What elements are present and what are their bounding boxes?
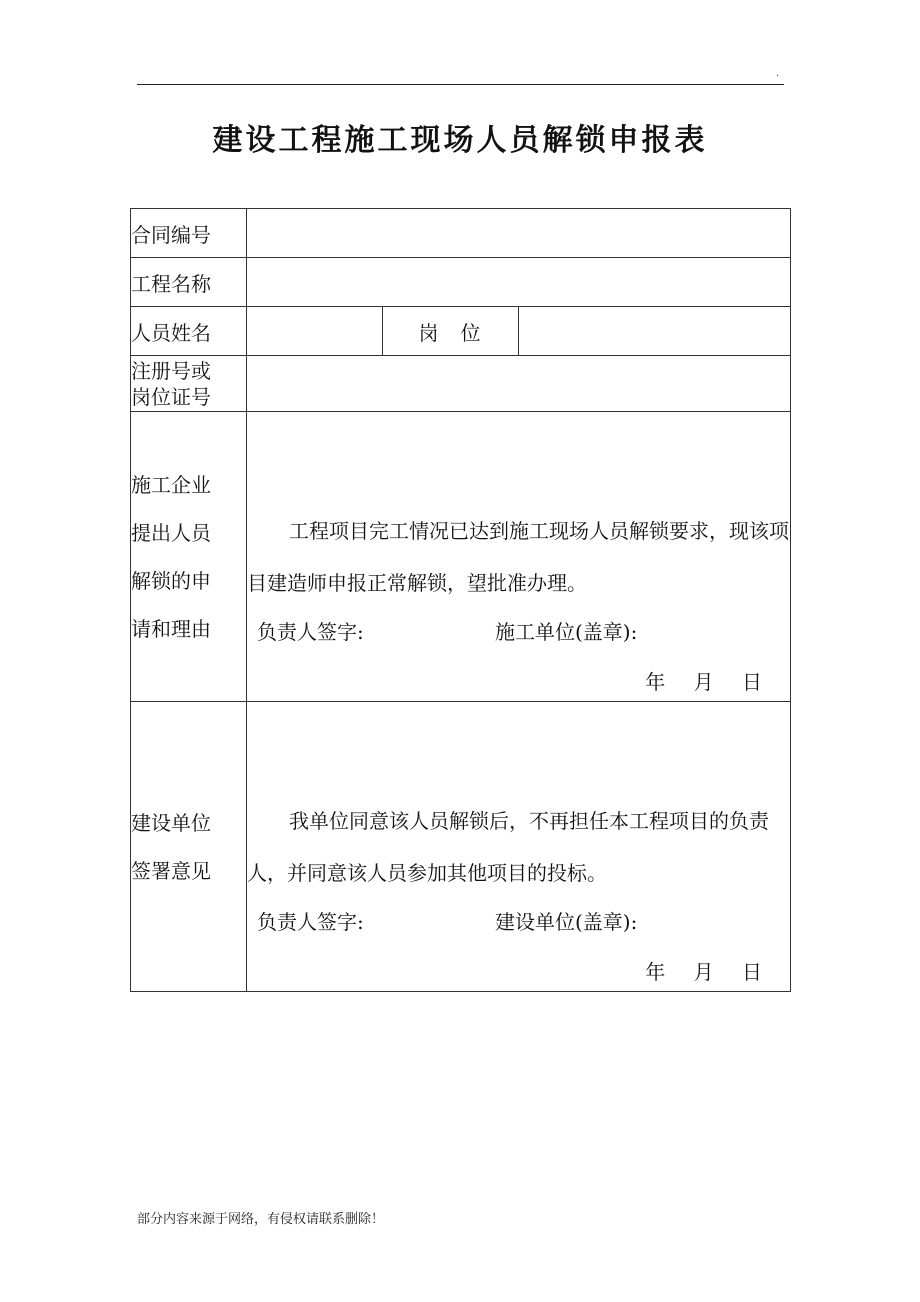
person-name-label: 人员姓名 xyxy=(131,307,247,356)
project-name-label: 工程名称 xyxy=(131,258,247,307)
owner-opinion-label xyxy=(131,702,247,992)
owner-label-line: 建设单位 xyxy=(131,810,211,835)
contractor-label-line: 施工企业 xyxy=(131,472,211,497)
owner-month: 月 xyxy=(693,960,714,984)
application-form-table xyxy=(130,208,791,992)
owner-opinion-row xyxy=(131,702,791,992)
header-mark: . xyxy=(776,68,780,79)
contract-no-label: 合同编号 xyxy=(131,209,247,258)
owner-sign-label: 负责人签字: xyxy=(257,910,364,934)
project-name-row xyxy=(131,258,791,307)
position-label-b: 位 xyxy=(460,320,483,345)
owner-unit-label: 建设单位(盖章): xyxy=(495,910,638,934)
registration-label-line-1: 注册号或 xyxy=(131,358,211,383)
person-name-field[interactable] xyxy=(247,307,383,356)
contractor-request-label xyxy=(131,412,247,702)
contractor-label-line: 解锁的申 xyxy=(131,568,211,593)
registration-label-line-2: 岗位证号 xyxy=(131,384,211,409)
contractor-year: 年 xyxy=(645,670,666,694)
contractor-date-row xyxy=(623,666,762,695)
position-field[interactable] xyxy=(519,307,791,356)
contract-no-row xyxy=(131,209,791,258)
contractor-unit-label: 施工单位(盖章): xyxy=(495,620,638,644)
registration-label xyxy=(131,356,247,412)
registration-row xyxy=(131,356,791,412)
contractor-label-line: 提出人员 xyxy=(131,520,211,545)
person-row xyxy=(131,307,791,356)
owner-label-line: 签署意见 xyxy=(131,858,211,883)
position-label-a: 岗 xyxy=(418,320,441,345)
contractor-month: 月 xyxy=(693,670,714,694)
contractor-sign-label: 负责人签字: xyxy=(257,620,364,644)
footer-disclaimer: 部分内容来源于网络，有侵权请联系删除！ xyxy=(137,1212,385,1227)
page-title: 建设工程施工现场人员解锁申报表 xyxy=(212,123,708,158)
registration-field[interactable] xyxy=(247,356,791,412)
owner-day: 日 xyxy=(742,960,763,984)
contractor-request-row xyxy=(131,412,791,702)
project-name-field[interactable] xyxy=(247,258,791,307)
owner-opinion-content xyxy=(247,702,791,992)
contractor-day: 日 xyxy=(742,670,763,694)
owner-date-row xyxy=(623,956,762,985)
owner-opinion-text: 我单位同意该人员解锁后，不再担任本工程项目的负责人，并同意该人员参加其他项目的投标。 xyxy=(247,808,769,885)
contractor-request-text: 工程项目完工情况已达到施工现场人员解锁要求，现该项目建造师申报正常解锁，望批准办理。 xyxy=(247,518,789,595)
contract-no-field[interactable] xyxy=(247,209,791,258)
contractor-request-content xyxy=(247,412,791,702)
header-rule xyxy=(137,84,784,85)
contractor-label-line: 请和理由 xyxy=(131,616,211,641)
position-label xyxy=(383,307,519,356)
owner-year: 年 xyxy=(645,960,666,984)
